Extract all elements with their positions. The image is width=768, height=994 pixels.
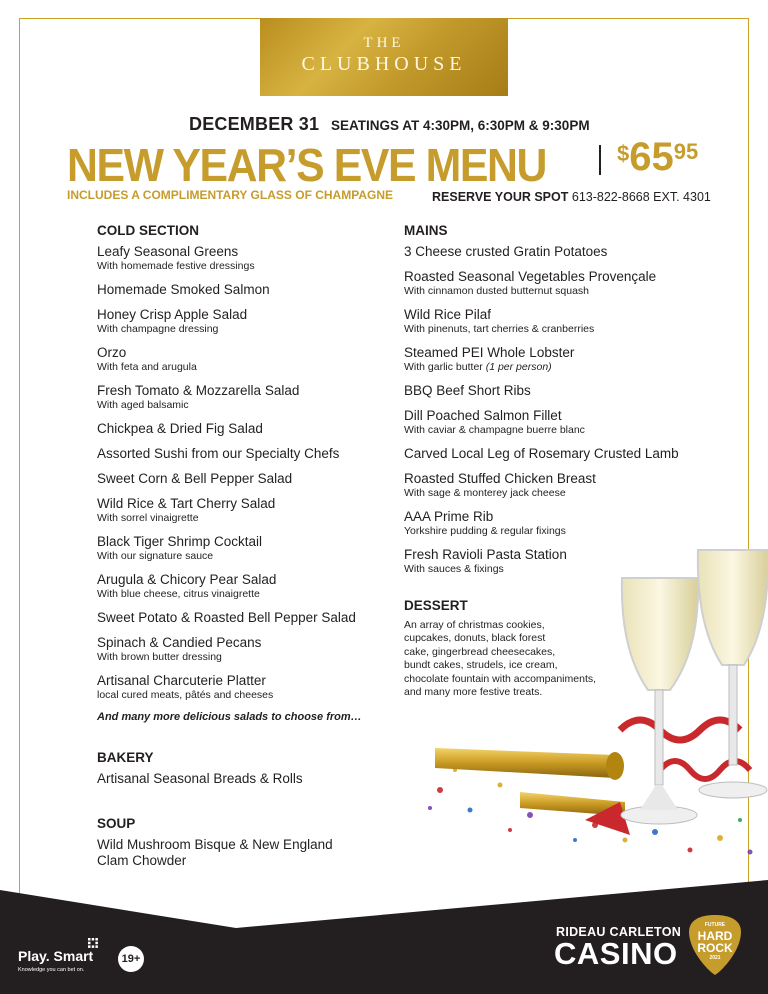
menu-item bbox=[404, 383, 734, 399]
menu-item-name: Orzo bbox=[97, 345, 127, 360]
menu-item bbox=[97, 383, 387, 412]
menu-item-description-text: With homemade festive dressings bbox=[97, 260, 255, 272]
menu-item-description-text: local cured meats, pâtés and cheeses bbox=[97, 689, 274, 701]
soup-item-line1: Wild Mushroom Bisque & New England bbox=[97, 837, 333, 852]
menu-item-description-text: With our signature sauce bbox=[97, 550, 214, 562]
bakery-title: BAKERY bbox=[97, 750, 154, 765]
menu-item-description-text: With cinnamon dusted butternut squash bbox=[404, 285, 590, 297]
logo-clubhouse: CLUBHOUSE bbox=[301, 53, 467, 75]
dessert-line: bundt cakes, strudels, ice cream, bbox=[404, 659, 558, 672]
price-dollar-sign: $ bbox=[617, 141, 630, 166]
champagne-celebration-image bbox=[410, 540, 768, 870]
menu-item-name: Roasted Seasonal Vegetables Provençale bbox=[404, 269, 657, 284]
reserve-phone: 613-822-8668 EXT. 4301 bbox=[568, 190, 711, 204]
casino-name-line2: CASINO bbox=[554, 936, 678, 971]
play-smart-logo: Play. Smart bbox=[18, 948, 94, 964]
reserve-label: RESERVE YOUR SPOT bbox=[432, 190, 569, 204]
menu-item-name: BBQ Beef Short Ribs bbox=[404, 383, 531, 398]
menu-item bbox=[97, 673, 387, 702]
pick-rock: ROCK bbox=[697, 941, 733, 955]
menu-item-description bbox=[97, 651, 387, 664]
menu-item-name: Arugula & Chicory Pear Salad bbox=[97, 572, 277, 587]
menu-item-name: Leafy Seasonal Greens bbox=[97, 244, 239, 259]
menu-item-description bbox=[404, 487, 734, 500]
menu-item-description bbox=[97, 512, 387, 525]
menu-item-description bbox=[97, 323, 387, 336]
menu-item-name: Honey Crisp Apple Salad bbox=[97, 307, 248, 322]
menu-item bbox=[97, 282, 387, 298]
dessert-line: chocolate fountain with accompaniments, bbox=[404, 672, 597, 685]
pick-hard: HARD bbox=[697, 929, 733, 943]
menu-item-description bbox=[97, 588, 387, 601]
menu-item bbox=[97, 446, 387, 462]
mains-list bbox=[404, 244, 734, 576]
menu-item bbox=[97, 471, 387, 487]
menu-item-description-text: With sorrel vinaigrette bbox=[97, 512, 199, 524]
menu-item bbox=[97, 610, 387, 626]
menu-item bbox=[97, 421, 387, 437]
cold-section-title: COLD SECTION bbox=[97, 223, 200, 238]
menu-item-description bbox=[97, 689, 387, 702]
price-divider bbox=[599, 145, 601, 175]
event-date: DECEMBER 31 bbox=[189, 114, 320, 134]
logo-the: THE bbox=[363, 35, 405, 51]
price-cents: 95 bbox=[673, 139, 699, 164]
menu-item-name: Black Tiger Shrimp Cocktail bbox=[97, 534, 263, 549]
menu-item-description-text: With aged balsamic bbox=[97, 399, 189, 411]
price-amount: 65 bbox=[629, 135, 674, 179]
menu-item-name: Sweet Potato & Roasted Bell Pepper Salad bbox=[97, 610, 356, 625]
menu-item-description bbox=[97, 260, 387, 273]
menu-item-description bbox=[97, 550, 387, 563]
menu-item-name: Carved Local Leg of Rosemary Crusted Lamb bbox=[404, 446, 679, 461]
menu-item-description bbox=[404, 525, 734, 538]
menu-item-name: Assorted Sushi from our Specialty Chefs bbox=[97, 446, 340, 461]
menu-item bbox=[97, 534, 387, 563]
dessert-line: An array of christmas cookies, bbox=[404, 619, 545, 631]
menu-item bbox=[97, 307, 387, 336]
menu-item-description-text: With brown butter dressing bbox=[97, 651, 222, 663]
soup-item-line2: Clam Chowder bbox=[97, 853, 187, 868]
pick-year: 2021 bbox=[709, 955, 721, 961]
menu-item bbox=[404, 509, 734, 538]
menu-item bbox=[404, 269, 734, 298]
menu-item-description-text: With feta and arugula bbox=[97, 361, 197, 373]
menu-item bbox=[404, 471, 734, 500]
menu-item-description-text: With sauces & fixings bbox=[404, 563, 504, 575]
menu-item bbox=[97, 572, 387, 601]
menu-item-name: AAA Prime Rib bbox=[404, 509, 494, 524]
play-smart-dots-icon bbox=[88, 938, 98, 948]
menu-item-description-text: With blue cheese, citrus vinaigrette bbox=[97, 588, 260, 600]
clubhouse-logo bbox=[260, 18, 508, 96]
menu-item-name: Chickpea & Dried Fig Salad bbox=[97, 421, 263, 436]
hard-rock-pick-logo bbox=[688, 914, 742, 976]
menu-item-name: Steamed PEI Whole Lobster bbox=[404, 345, 575, 360]
menu-item-description bbox=[404, 323, 734, 336]
reserve-line bbox=[432, 190, 711, 204]
dessert-title: DESSERT bbox=[404, 598, 468, 613]
menu-item bbox=[404, 345, 734, 374]
menu-item-name: Fresh Tomato & Mozzarella Salad bbox=[97, 383, 300, 398]
more-salads-note: And many more delicious salads to choose from… bbox=[97, 711, 362, 723]
bakery-item: Artisanal Seasonal Breads & Rolls bbox=[97, 771, 303, 786]
menu-item-description-note: (1 per person) bbox=[485, 361, 552, 373]
casino-name-line1: RIDEAU CARLETON bbox=[556, 925, 682, 939]
left-column bbox=[97, 223, 387, 869]
menu-item-name: Dill Poached Salmon Fillet bbox=[404, 408, 562, 423]
menu-item-description-text: With pinenuts, tart cherries & cranberries bbox=[404, 323, 595, 335]
menu-item bbox=[404, 307, 734, 336]
mains-title: MAINS bbox=[404, 223, 448, 238]
menu-item-description bbox=[97, 361, 387, 374]
menu-item-description-text: With garlic butter bbox=[404, 361, 486, 373]
menu-item-description-text: Yorkshire pudding & regular fixings bbox=[404, 525, 566, 537]
cold-section-list bbox=[97, 244, 387, 702]
menu-item-name: Fresh Ravioli Pasta Station bbox=[404, 547, 567, 562]
menu-item bbox=[97, 244, 387, 273]
menu-price bbox=[617, 135, 698, 180]
menu-item-name: Wild Rice & Tart Cherry Salad bbox=[97, 496, 276, 511]
menu-item-description bbox=[404, 361, 734, 374]
menu-item-description bbox=[404, 285, 734, 298]
includes-champagne: INCLUDES A COMPLIMENTARY GLASS OF CHAMPAGNE bbox=[67, 188, 394, 202]
menu-item-name: Roasted Stuffed Chicken Breast bbox=[404, 471, 596, 486]
menu-item-name: Artisanal Charcuterie Platter bbox=[97, 673, 266, 688]
menu-item-description-text: With caviar & champagne buerre blanc bbox=[404, 424, 585, 436]
menu-item-name: Wild Rice Pilaf bbox=[404, 307, 492, 322]
menu-item-description-text: With sage & monterey jack cheese bbox=[404, 487, 566, 499]
menu-headline: NEW YEAR’S EVE MENU bbox=[67, 139, 547, 191]
menu-item bbox=[404, 408, 734, 437]
pick-future: FUTURE bbox=[704, 922, 726, 928]
menu-item bbox=[97, 635, 387, 664]
seatings-text: SEATINGS AT 4:30PM, 6:30PM & 9:30PM bbox=[331, 118, 590, 133]
menu-item bbox=[404, 244, 734, 260]
play-smart-tagline: Knowledge you can bet on. bbox=[18, 967, 85, 973]
menu-item-name: Sweet Corn & Bell Pepper Salad bbox=[97, 471, 293, 486]
age-badge: 19+ bbox=[118, 946, 144, 972]
menu-item bbox=[97, 345, 387, 374]
dessert-line: cake, gingerbread cheesecakes, bbox=[404, 645, 556, 658]
menu-item-name: 3 Cheese crusted Gratin Potatoes bbox=[404, 244, 608, 259]
dessert-line: cupcakes, donuts, black forest bbox=[404, 632, 546, 645]
menu-item-description bbox=[404, 424, 734, 437]
menu-item-description bbox=[97, 399, 387, 412]
menu-item-description-text: With champagne dressing bbox=[97, 323, 219, 335]
menu-item-name: Homemade Smoked Salmon bbox=[97, 282, 270, 297]
menu-item bbox=[97, 496, 387, 525]
menu-item bbox=[404, 446, 734, 462]
soup-title: SOUP bbox=[97, 816, 136, 831]
menu-item-name: Spinach & Candied Pecans bbox=[97, 635, 262, 650]
dessert-line: and many more festive treats. bbox=[404, 686, 543, 699]
